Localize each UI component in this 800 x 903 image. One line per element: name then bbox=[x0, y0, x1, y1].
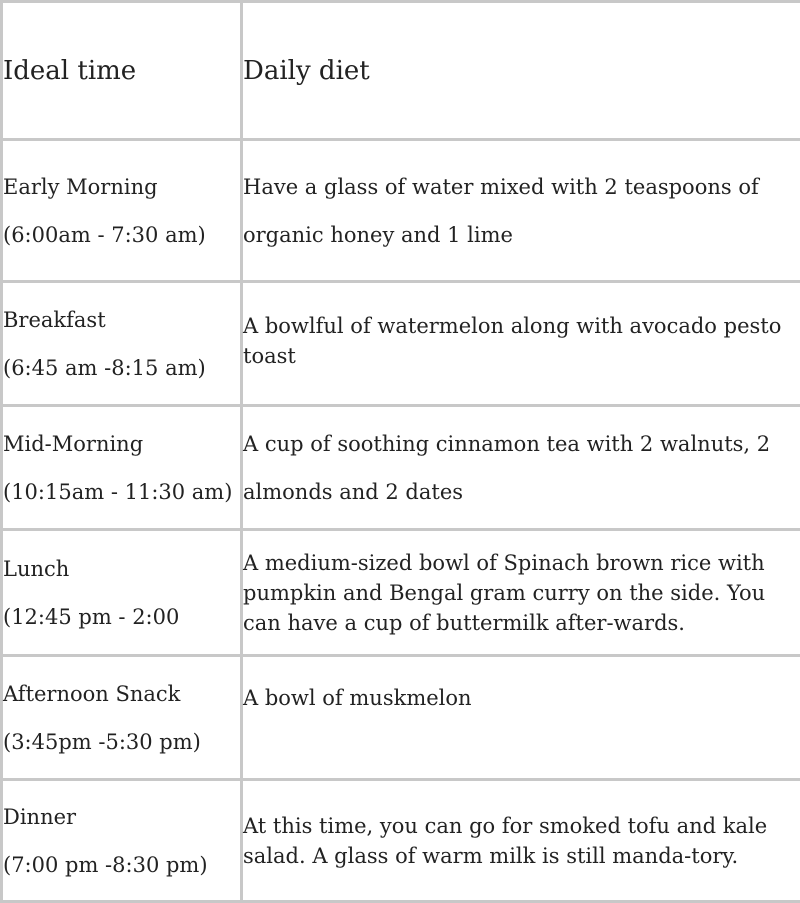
meal-hours: (6:45 am -8:15 am) bbox=[3, 344, 240, 392]
table-row bbox=[2, 656, 800, 780]
time-cell bbox=[2, 530, 242, 656]
diet-cell: A bowl of muskmelon bbox=[242, 656, 800, 780]
table-row bbox=[2, 530, 800, 656]
meal-hours: (6:00am - 7:30 am) bbox=[3, 211, 240, 259]
meal-hours: (3:45pm -5:30 pm) bbox=[3, 718, 240, 766]
meal-name: Breakfast bbox=[3, 296, 240, 344]
table-row bbox=[2, 282, 800, 406]
header-ideal-time: Ideal time bbox=[2, 2, 242, 140]
meal-name: Dinner bbox=[3, 793, 240, 841]
meal-hours: (10:15am - 11:30 am) bbox=[3, 468, 240, 516]
table-row bbox=[2, 406, 800, 530]
diet-cell: Have a glass of water mixed with 2 teaspoons of organic honey and 1 lime bbox=[242, 140, 800, 282]
meal-hours: (12:45 pm - 2:00 bbox=[3, 593, 240, 641]
table-header-row bbox=[2, 2, 800, 140]
time-cell bbox=[2, 282, 242, 406]
header-daily-diet: Daily diet bbox=[242, 2, 800, 140]
time-cell bbox=[2, 780, 242, 902]
meal-name: Afternoon Snack bbox=[3, 670, 240, 718]
table-row bbox=[2, 780, 800, 902]
diet-cell: A medium-sized bowl of Spinach brown rice with pumpkin and Bengal gram curry on the side. You can have a cup of buttermilk after-wards. bbox=[242, 530, 800, 656]
diet-cell: A bowlful of watermelon along with avocado pesto toast bbox=[242, 282, 800, 406]
table-row bbox=[2, 140, 800, 282]
diet-cell: A cup of soothing cinnamon tea with 2 walnuts, 2 almonds and 2 dates bbox=[242, 406, 800, 530]
time-cell bbox=[2, 406, 242, 530]
diet-cell: At this time, you can go for smoked tofu and kale salad. A glass of warm milk is still manda-tory. bbox=[242, 780, 800, 902]
meal-hours: (7:00 pm -8:30 pm) bbox=[3, 841, 240, 889]
meal-name: Mid-Morning bbox=[3, 420, 240, 468]
time-cell bbox=[2, 140, 242, 282]
time-cell bbox=[2, 656, 242, 780]
meal-name: Lunch bbox=[3, 545, 240, 593]
meal-name: Early Morning bbox=[3, 163, 240, 211]
